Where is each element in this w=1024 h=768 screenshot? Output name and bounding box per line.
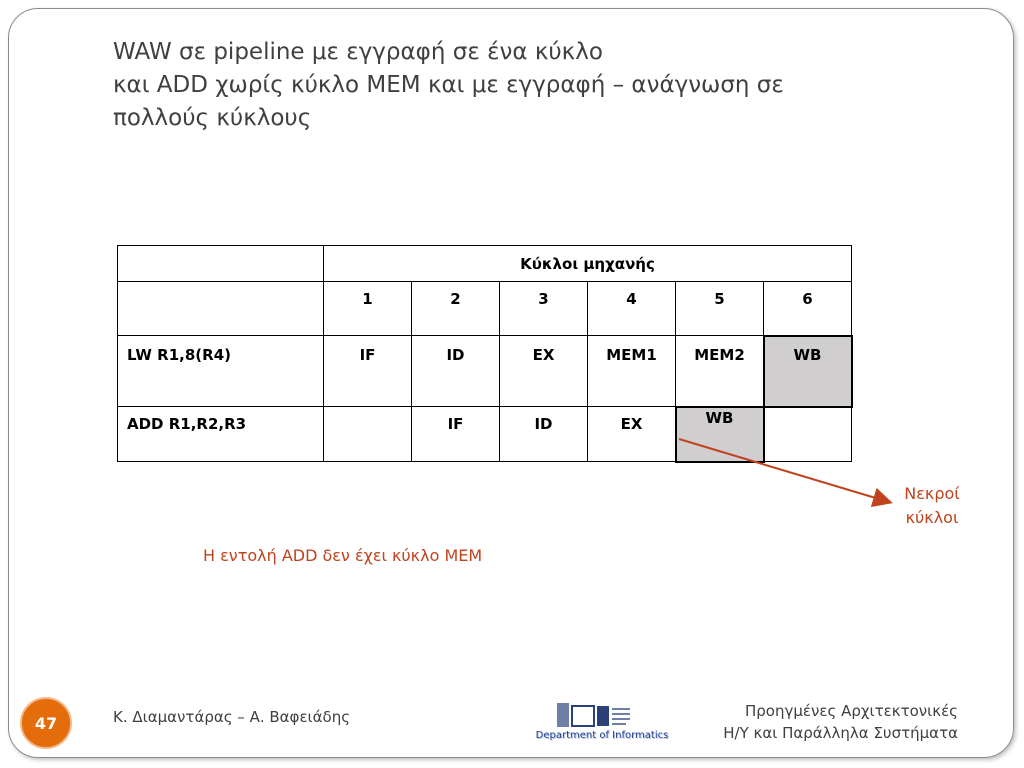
lw-stage-4: MEM1 xyxy=(588,336,676,407)
add-stage-4: EX xyxy=(588,407,676,462)
lw-stage-3: EX xyxy=(500,336,588,407)
lw-stage-2: ID xyxy=(412,336,500,407)
logo-emblem-icon xyxy=(527,700,677,734)
department-logo xyxy=(527,700,677,744)
cycle-4: 4 xyxy=(588,282,676,336)
instruction-lw: LW R1,8(R4) xyxy=(118,336,324,407)
cycle-number-row xyxy=(118,282,852,336)
add-no-mem-note: Η εντολή ADD δεν έχει κύκλο MEM xyxy=(203,546,483,565)
logo-department-text: Department of Informatics xyxy=(535,730,669,741)
machine-cycles-header: Κύκλοι μηχανής xyxy=(324,246,852,282)
add-stage-6 xyxy=(764,407,852,462)
add-stage-3: ID xyxy=(500,407,588,462)
page-number-badge: 47 xyxy=(20,697,72,749)
slide-title xyxy=(113,36,913,135)
course-line-2: Η/Υ και Παράλληλα Συστήματα xyxy=(723,724,958,742)
title-line-1: WAW σε pipeline με εγγραφή σε ένα κύκλο xyxy=(113,39,603,65)
table-row-lw xyxy=(118,336,852,407)
course-line-1: Προηγμένες Αρχιτεκτονικές xyxy=(745,702,958,720)
footer-course xyxy=(723,700,958,744)
cycle-6: 6 xyxy=(764,282,852,336)
cycle-3: 3 xyxy=(500,282,588,336)
instruction-add: ADD R1,R2,R3 xyxy=(118,407,324,462)
table-header-row xyxy=(118,246,852,282)
table-corner-cell xyxy=(118,246,324,282)
dead-cycles-line-1: Νεκροί xyxy=(904,484,960,503)
table-empty-cell xyxy=(118,282,324,336)
add-stage-1 xyxy=(324,407,412,462)
lw-stage-5: MEM2 xyxy=(676,336,764,407)
title-line-2: και ADD χωρίς κύκλο MEM και με εγγραφή – ανάγνωση σε xyxy=(113,72,784,98)
add-stage-5-wb: WB xyxy=(676,407,764,462)
cycle-2: 2 xyxy=(412,282,500,336)
table-row-add xyxy=(118,407,852,462)
cycle-1: 1 xyxy=(324,282,412,336)
footer-authors: Κ. Διαμαντάρας – Α. Βαφειάδης xyxy=(113,708,351,726)
cycle-5: 5 xyxy=(676,282,764,336)
lw-stage-6-wb: WB xyxy=(764,336,852,407)
lw-stage-1: IF xyxy=(324,336,412,407)
title-line-3: πολλούς κύκλους xyxy=(113,105,312,131)
add-stage-2: IF xyxy=(412,407,500,462)
dead-cycles-note xyxy=(892,482,972,530)
dead-cycles-line-2: κύκλοι xyxy=(905,508,959,527)
pipeline-table xyxy=(117,245,852,462)
